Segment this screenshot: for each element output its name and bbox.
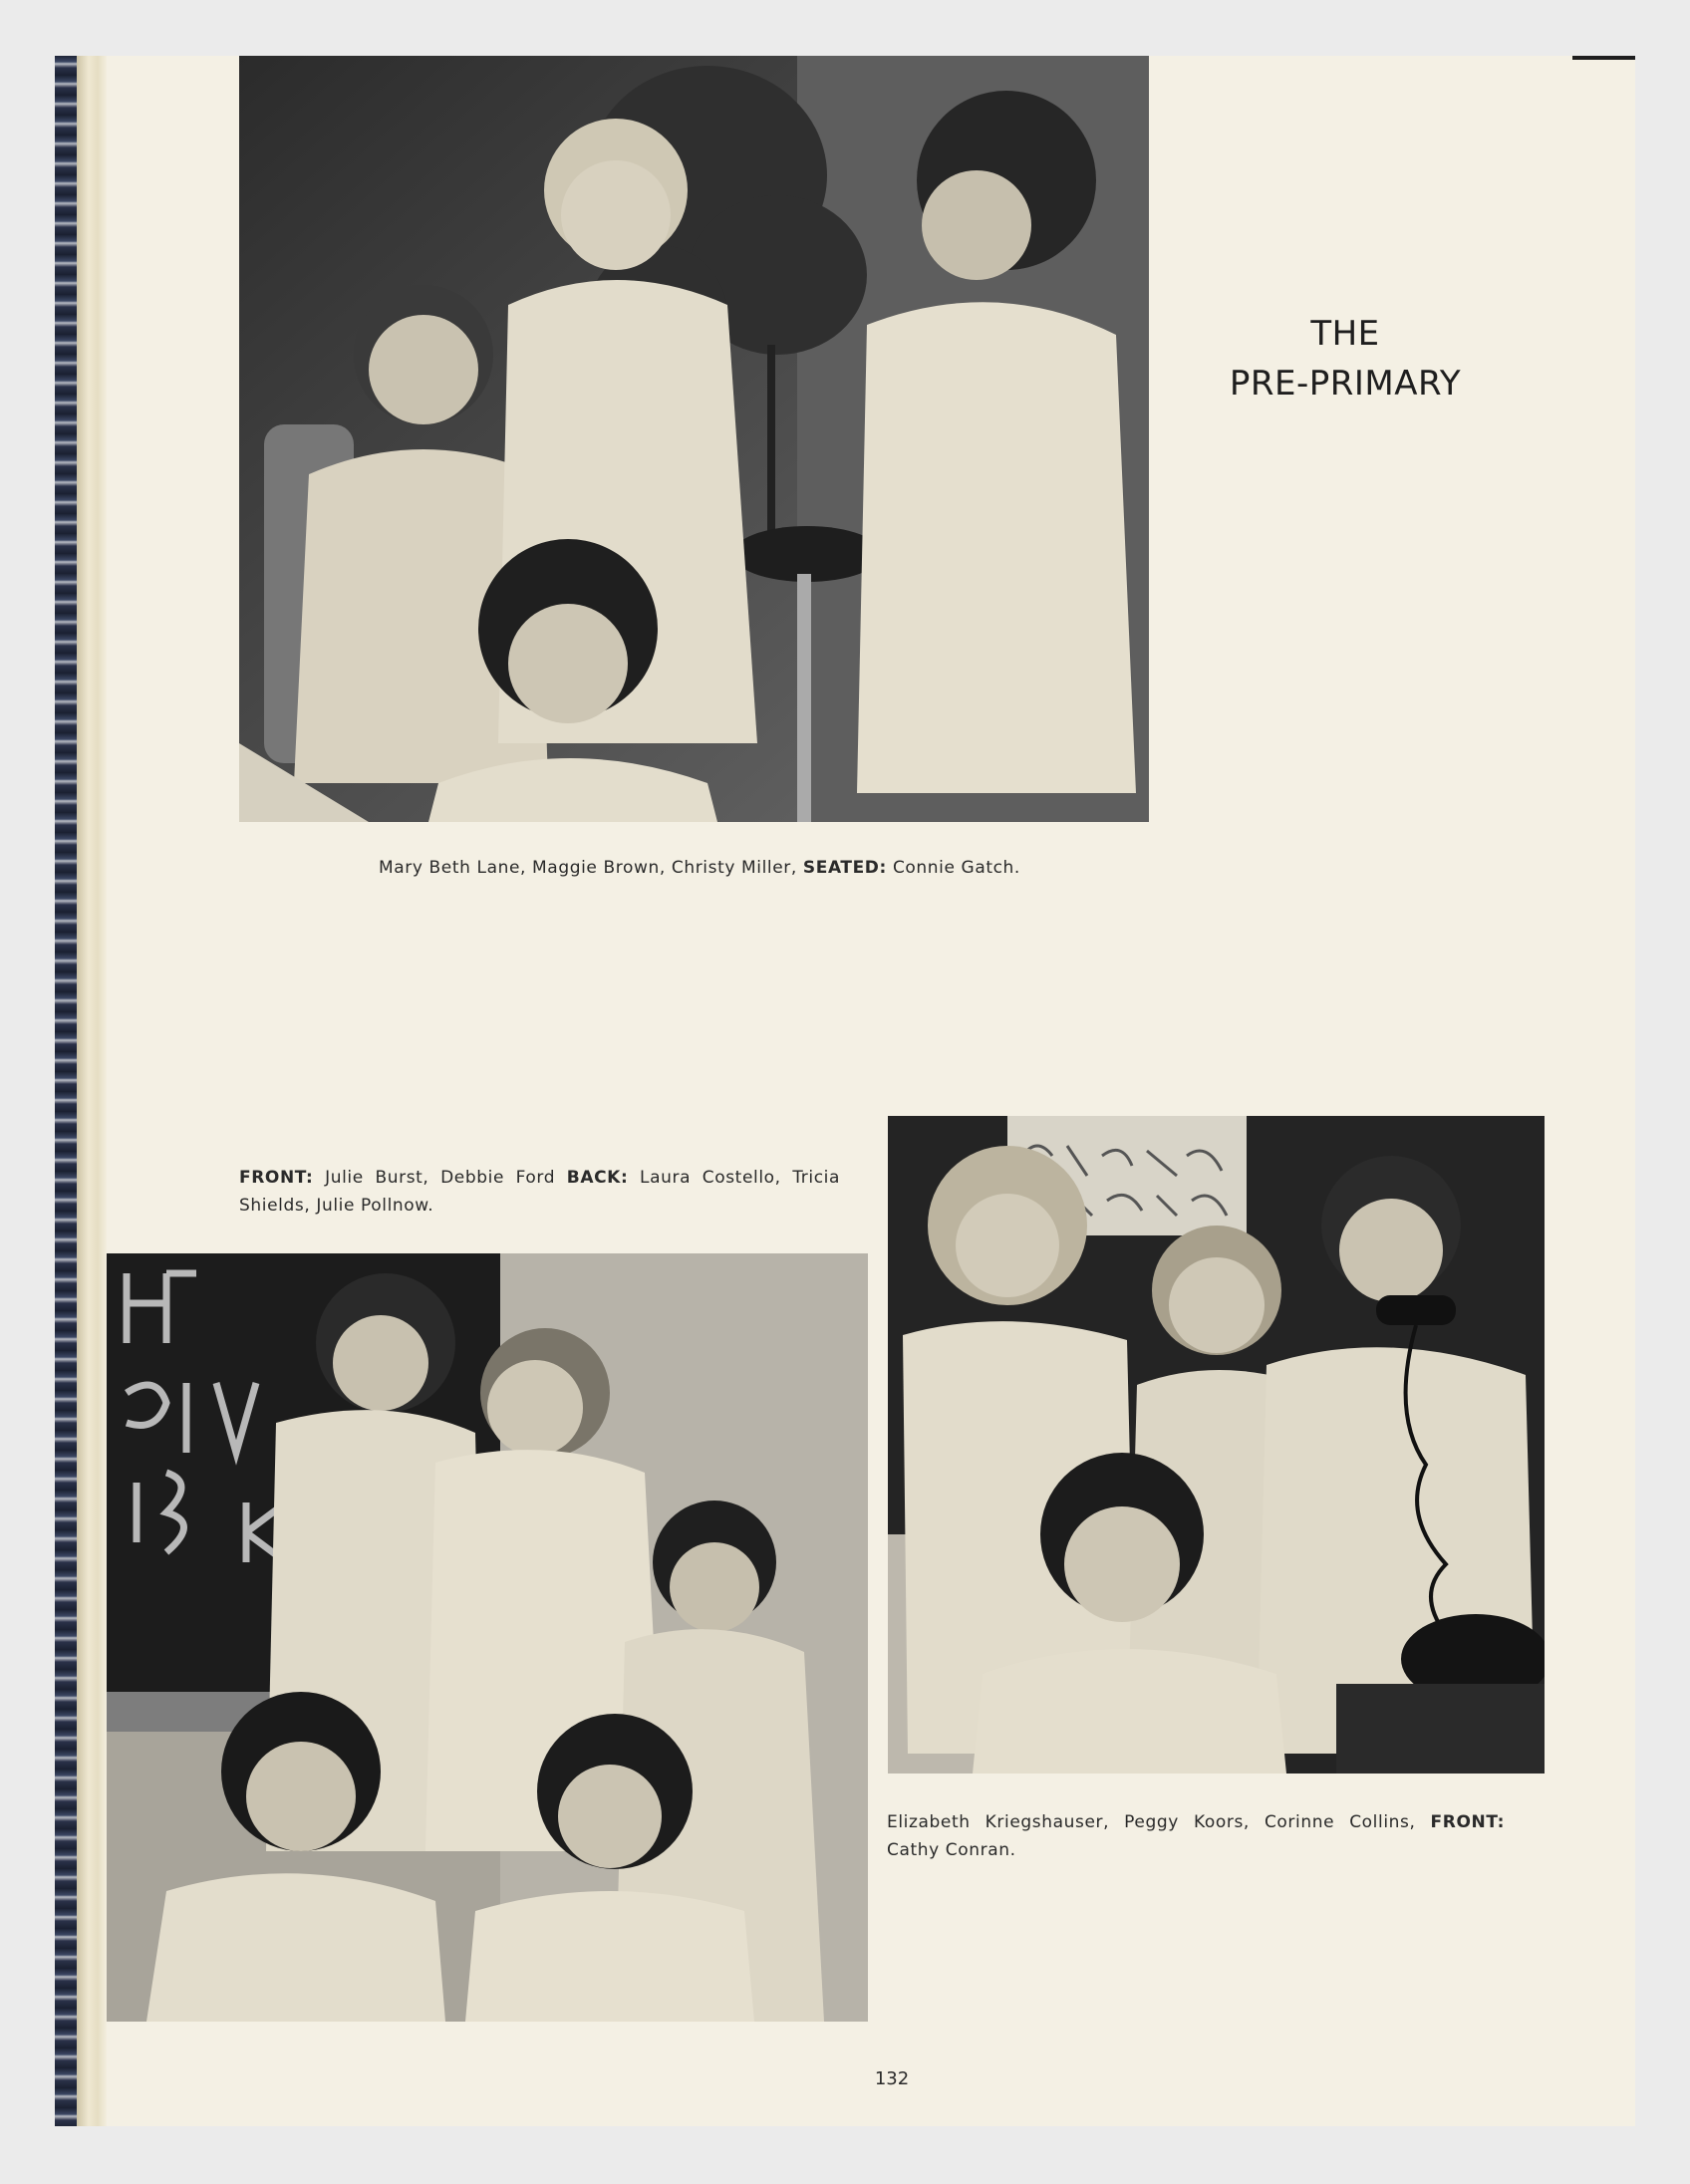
photo-bottom-left-image xyxy=(107,1253,868,2022)
photo-bottom-left xyxy=(107,1253,868,2022)
page-edge xyxy=(77,56,107,2126)
caption-right-rest: Cathy Conran. xyxy=(887,1840,1016,1860)
photo-bottom-right-image xyxy=(888,1116,1545,1774)
caption-left-names-back: Laura Costello, Tricia Shields, Julie Pollnow. xyxy=(239,1168,841,1216)
caption-right xyxy=(887,1808,1505,1864)
caption-top xyxy=(379,854,1156,882)
caption-top-names: Mary Beth Lane, Maggie Brown, Christy Miller, xyxy=(379,858,797,878)
caption-left-names-front: Julie Burst, Debbie Ford xyxy=(325,1168,556,1188)
title-line-1: THE xyxy=(1310,314,1380,354)
photo-bottom-right xyxy=(888,1116,1545,1774)
caption-top-label: SEATED: xyxy=(802,858,887,878)
book-spine xyxy=(55,56,77,2126)
page-title xyxy=(1191,309,1500,409)
caption-left-label-front: FRONT: xyxy=(239,1168,314,1188)
caption-top-rest: Connie Gatch. xyxy=(892,858,1020,878)
page-number: 132 xyxy=(874,2068,910,2089)
photo-top-image xyxy=(239,56,1149,822)
caption-right-names: Elizabeth Kriegshauser, Peggy Koors, Corinne Collins, xyxy=(887,1812,1416,1832)
top-rule xyxy=(1572,56,1635,60)
caption-right-label: FRONT: xyxy=(1430,1812,1505,1832)
title-line-2: PRE-PRIMARY xyxy=(1229,364,1462,404)
photo-top xyxy=(239,56,1149,822)
caption-left xyxy=(239,1164,840,1220)
caption-left-label-back: BACK: xyxy=(566,1168,629,1188)
